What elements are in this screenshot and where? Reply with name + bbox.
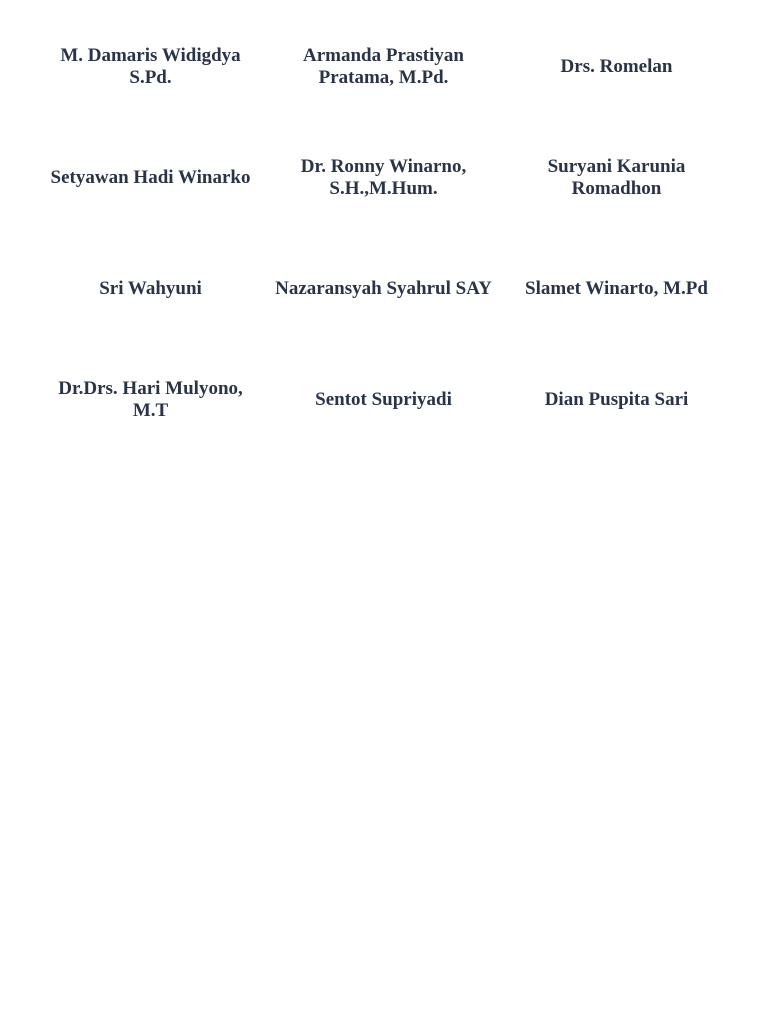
names-grid [34,32,733,476]
name-cell: Setyawan Hadi Winarko [50,167,251,188]
name-cell: Slamet Winarto, M.Pd [525,278,708,299]
name-cell: Armanda Prastiyan Pratama, M.Pd. [303,45,464,88]
name-cell: Dian Puspita Sari [544,389,689,410]
name-cell: Sri Wahyuni [99,278,202,299]
name-cell: Suryani Karunia Romadhon [547,156,686,199]
name-cell: Drs. Romelan [560,56,673,77]
name-cell: M. Damaris Widigdya S.Pd. [60,45,241,88]
name-cell: Nazaransyah Syahrul SAY [275,278,492,299]
name-cell: Sentot Supriyadi [315,389,452,410]
name-cell: Dr. Ronny Winarno, S.H.,M.Hum. [300,156,467,199]
name-cell: Dr.Drs. Hari Mulyono, M.T [58,378,243,421]
